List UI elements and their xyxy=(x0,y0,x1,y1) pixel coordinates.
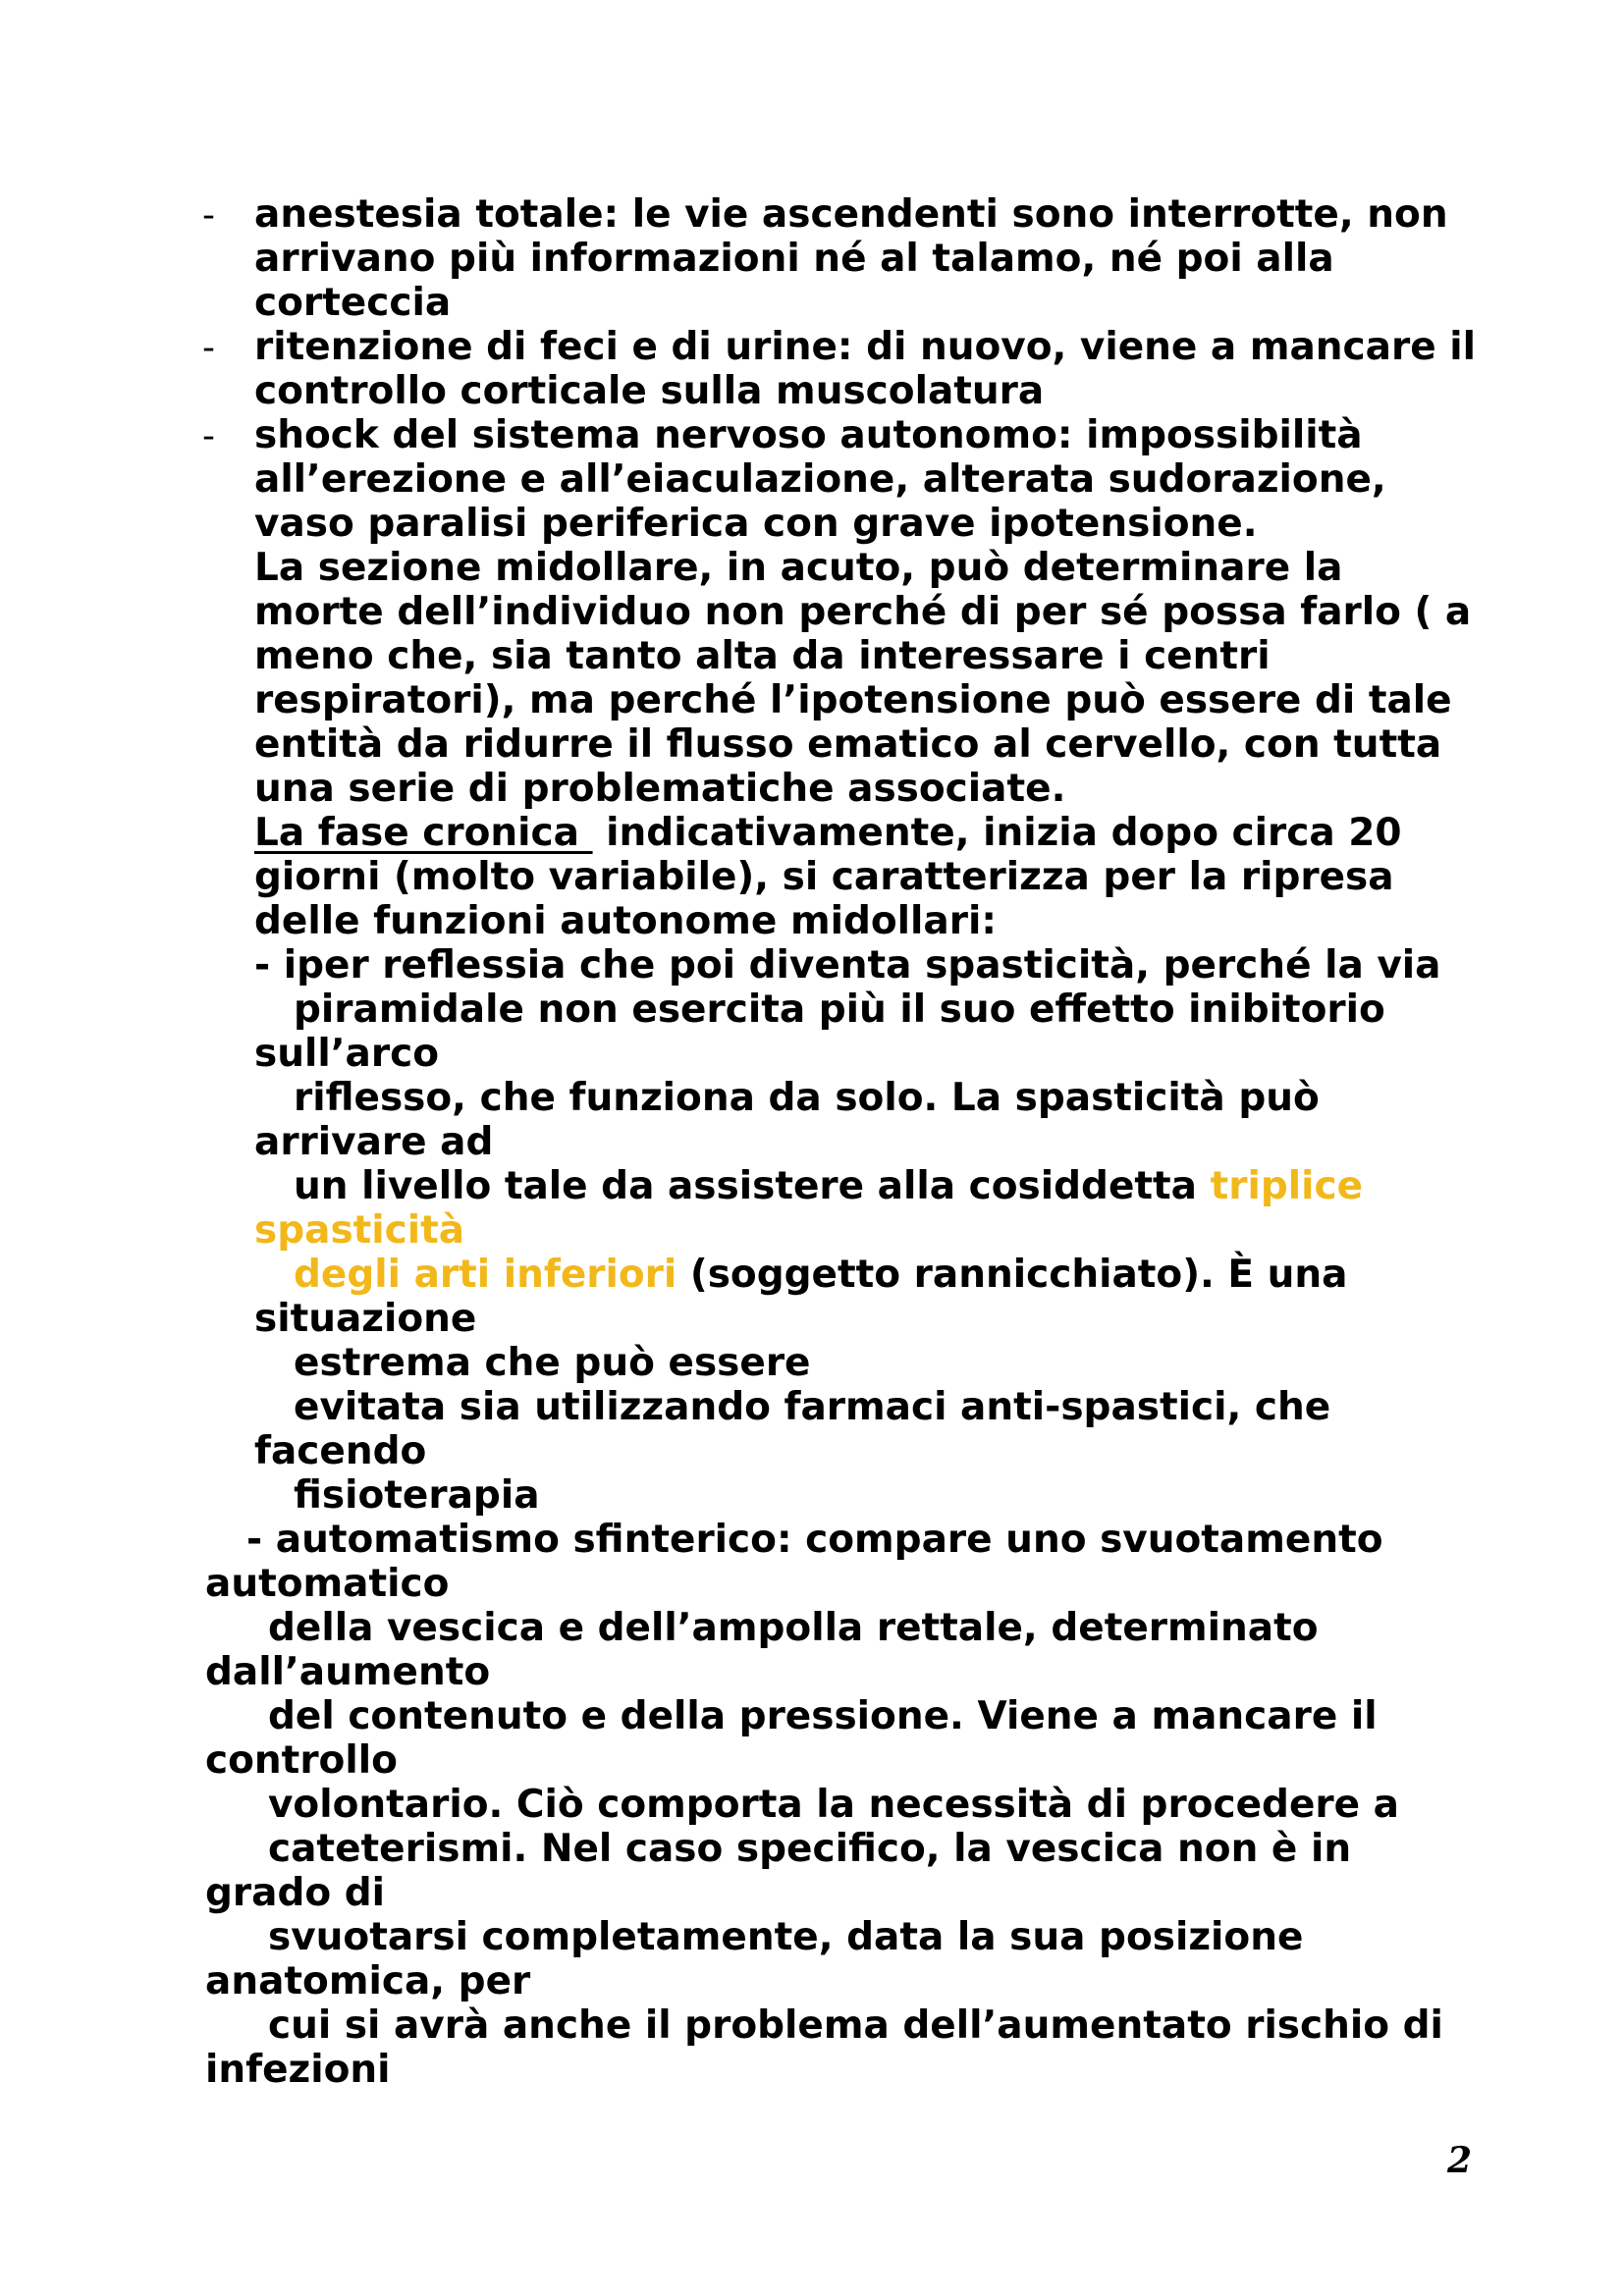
text-line: anestesia totale: le vie ascendenti sono interrotte, non xyxy=(254,192,1448,237)
spasticity-text: un livello tale da assistere alla cosiddetta xyxy=(294,1164,1211,1208)
paragraph-line: morte dell’individuo non perché di per sé possa farlo ( a xyxy=(254,590,1472,634)
highlighted-term: degli arti inferiori xyxy=(294,1253,677,1297)
chronic-phase-heading: La fase cronica xyxy=(254,811,593,855)
page-number: 2 xyxy=(1447,2140,1473,2181)
spasticity-line xyxy=(294,1164,1363,1208)
spasticity-line: evitata sia utilizzando farmaci anti-spastici, che xyxy=(294,1385,1331,1429)
paragraph-line: La sezione midollare, in acuto, può determinare la xyxy=(254,546,1343,590)
paragraph-line: una serie di problematiche associate. xyxy=(254,767,1066,811)
paragraph-line: entità da ridurre il flusso ematico al cervello, con tutta xyxy=(254,722,1442,767)
paragraph-line: giorni (molto variabile), si caratterizza per la ripresa xyxy=(254,855,1394,899)
spasticity-text: (soggetto rannicchiato). È una xyxy=(676,1253,1348,1297)
automatism-line: dall’aumento xyxy=(205,1650,491,1694)
automatism-line: grado di xyxy=(205,1871,386,1915)
bullet-marker: - xyxy=(202,195,215,236)
text-line: arrivano più informazioni né al talamo, né poi alla xyxy=(254,237,1334,281)
paragraph-line: meno che, sia tanto alta da interessare i centri xyxy=(254,634,1271,678)
automatism-line: controllo xyxy=(205,1738,398,1783)
spasticity-line: piramidale non esercita più il suo effetto inibitorio xyxy=(294,988,1385,1032)
paragraph-line: delle funzioni autonome midollari: xyxy=(254,899,997,943)
highlighted-term: triplice xyxy=(1210,1164,1364,1208)
chronic-phase-text: indicativamente, inizia dopo circa 20 xyxy=(592,811,1402,855)
bullet-marker: - xyxy=(202,416,215,456)
text-line: shock del sistema nervoso autonomo: impossibilità xyxy=(254,413,1363,457)
automatism-line: infezioni xyxy=(205,2048,391,2092)
automatism-line: cateterismi. Nel caso specifico, la vescica non è in xyxy=(268,1827,1352,1871)
highlighted-term: spasticità xyxy=(254,1208,465,1253)
automatism-line: volontario. Ciò comporta la necessità di procedere a xyxy=(268,1783,1399,1827)
automatism-line: della vescica e dell’ampolla rettale, determinato xyxy=(268,1606,1319,1650)
spasticity-line: situazione xyxy=(254,1297,477,1341)
text-line: vaso paralisi periferica con grave ipotensione. xyxy=(254,502,1258,546)
bullet-marker: - xyxy=(202,328,215,368)
paragraph-line: respiratori), ma perché l’ipotensione può essere di tale xyxy=(254,678,1452,722)
spasticity-line: fisioterapia xyxy=(294,1473,540,1518)
spasticity-line: sull’arco xyxy=(254,1032,439,1076)
text-line: ritenzione di feci e di urine: di nuovo, viene a mancare il xyxy=(254,325,1476,369)
automatism-line: automatico xyxy=(205,1562,450,1606)
automatism-line: - automatismo sfinterico: compare uno svuotamento xyxy=(246,1518,1383,1562)
text-line: controllo corticale sulla muscolatura xyxy=(254,369,1045,413)
text-line: all’erezione e all’eiaculazione, alterata sudorazione, xyxy=(254,457,1386,502)
chronic-phase-line xyxy=(254,811,1402,855)
spasticity-line: estrema che può essere xyxy=(294,1341,811,1385)
spasticity-line: - iper reflessia che poi diventa spasticità, perché la via xyxy=(254,943,1441,988)
spasticity-line: arrivare ad xyxy=(254,1120,494,1164)
spasticity-line: riflesso, che funziona da solo. La spasticità può xyxy=(294,1076,1320,1120)
automatism-line: del contenuto e della pressione. Viene a mancare il xyxy=(268,1694,1378,1738)
automatism-line: anatomica, per xyxy=(205,1959,531,2003)
spasticity-line: facendo xyxy=(254,1429,427,1473)
spasticity-line xyxy=(294,1253,1348,1297)
automatism-line: cui si avrà anche il problema dell’aumentato rischio di xyxy=(268,2003,1443,2048)
text-line: corteccia xyxy=(254,281,452,325)
automatism-line: svuotarsi completamente, data la sua posizione xyxy=(268,1915,1304,1959)
